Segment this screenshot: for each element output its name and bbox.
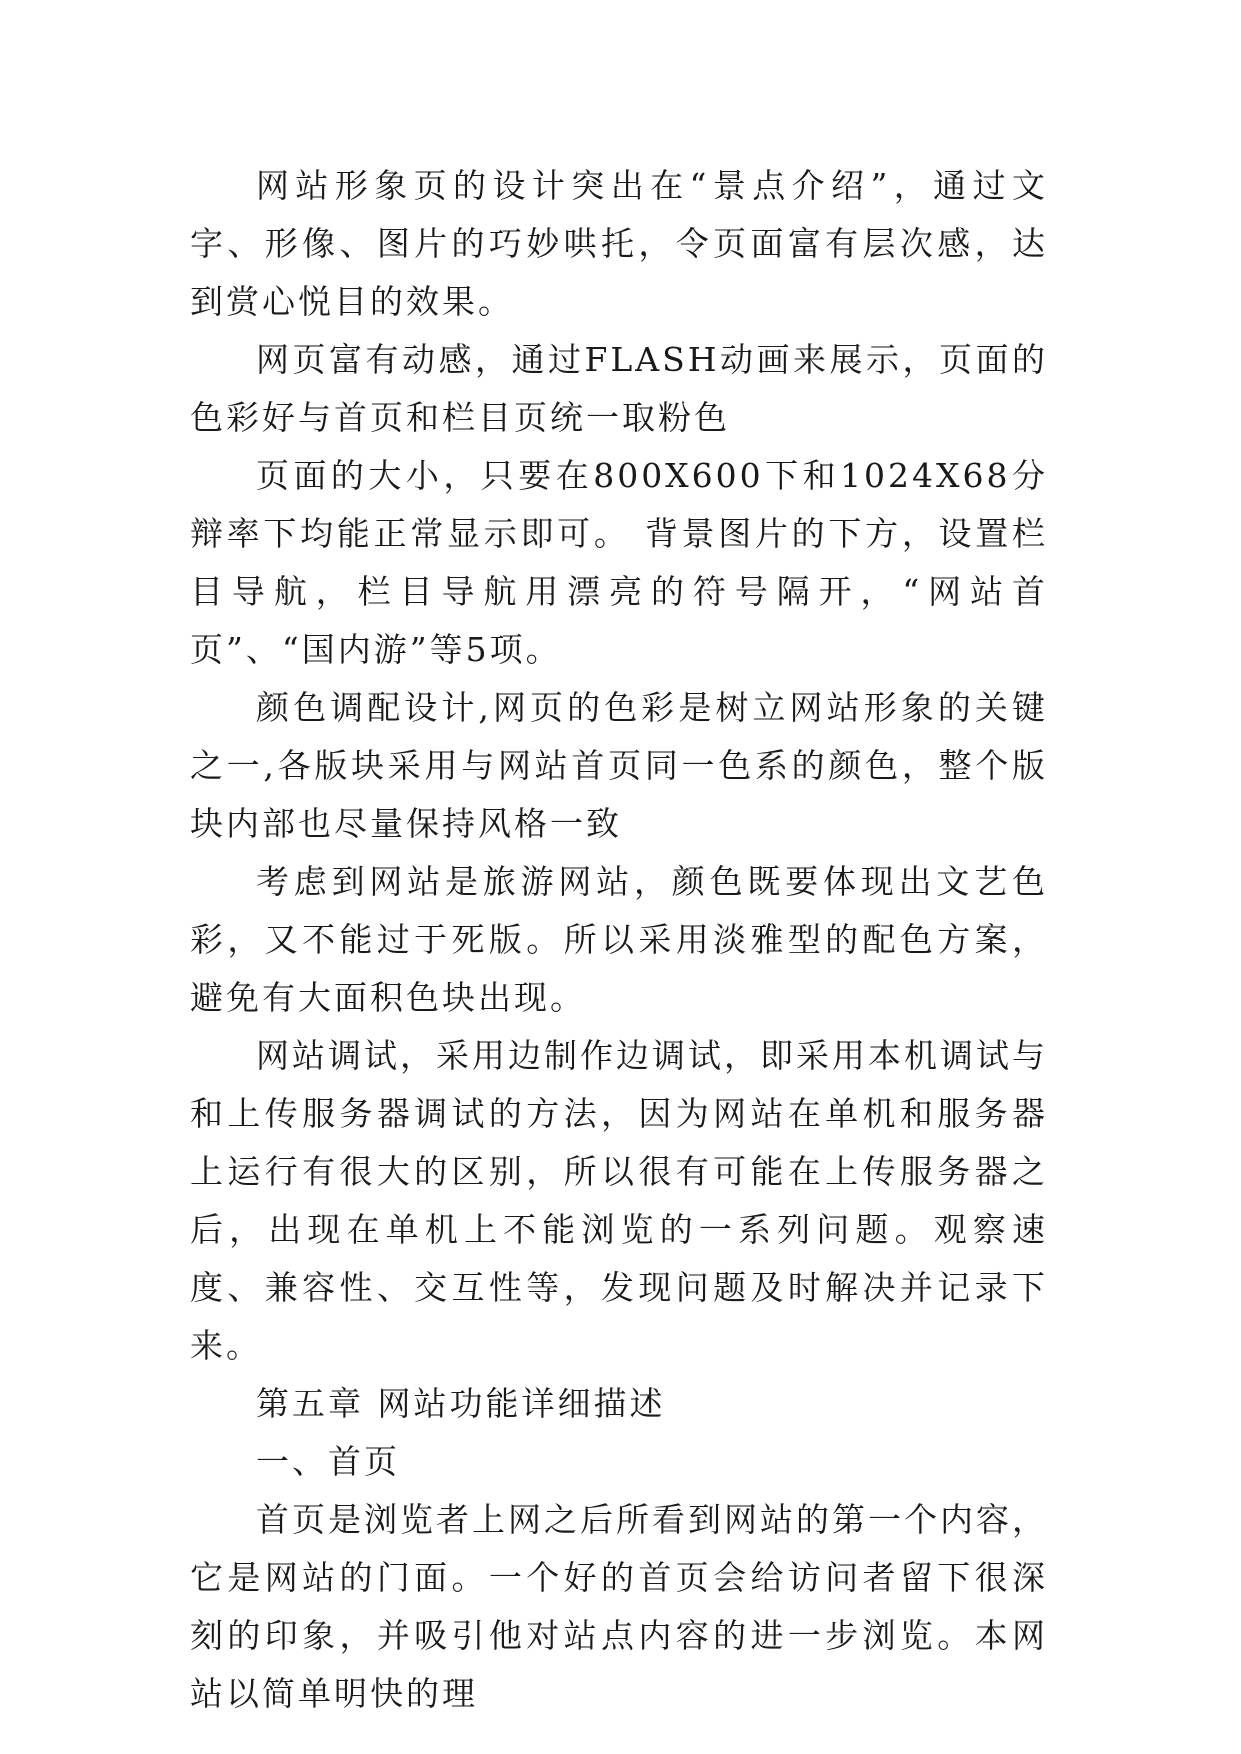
section-heading: 一、首页 [256,1442,400,1481]
paragraph-color-design: 颜色调配设计,网页的色彩是树立网站形象的关键之一,各版块采用与网站首页同一色系的颜色，整个版块内部也尽量保持风格一致 [190,688,1048,843]
paragraph-page-size: 页面的大小，只要在800X600下和1024X68分辩率下均能正常显示即可。 背景图片的下方，设置栏目导航，栏目导航用漂亮的符号隔开，“网站首页”、“国内游”等5项。 [190,456,1048,669]
chapter-heading: 第五章 网站功能详细描述 [256,1384,666,1423]
paragraph-site-debugging: 网站调试，采用边制作边调试，即采用本机调试与和上传服务器调试的方法，因为网站在单机和服务器上运行有很大的区别，所以很有可能在上传服务器之后，出现在单机上不能浏览的一系列问题。观察速度、兼容性、交互性等，发现问题及时解决并记录下来。 [190,1036,1048,1365]
paragraph-homepage-description: 首页是浏览者上网之后所看到网站的第一个内容，它是网站的门面。一个好的首页会给访问者留下很深刻的印象，并吸引他对站点内容的进一步浏览。本网站以简单明快的理 [190,1500,1048,1713]
paragraph-color-scheme: 考虑到网站是旅游网站，颜色既要体现出文艺色彩，又不能过于死版。所以采用淡雅型的配色方案，避免有大面积色块出现。 [190,862,1048,1017]
paragraph-flash-animation: 网页富有动感，通过FLASH动画来展示，页面的色彩好与首页和栏目页统一取粉色 [190,340,1048,437]
paragraph-image-page-design: 网站形象页的设计突出在“景点介绍”，通过文字、形像、图片的巧妙哄托，令页面富有层次感，达到赏心悦目的效果。 [190,166,1048,321]
document-body [190,157,1048,1723]
